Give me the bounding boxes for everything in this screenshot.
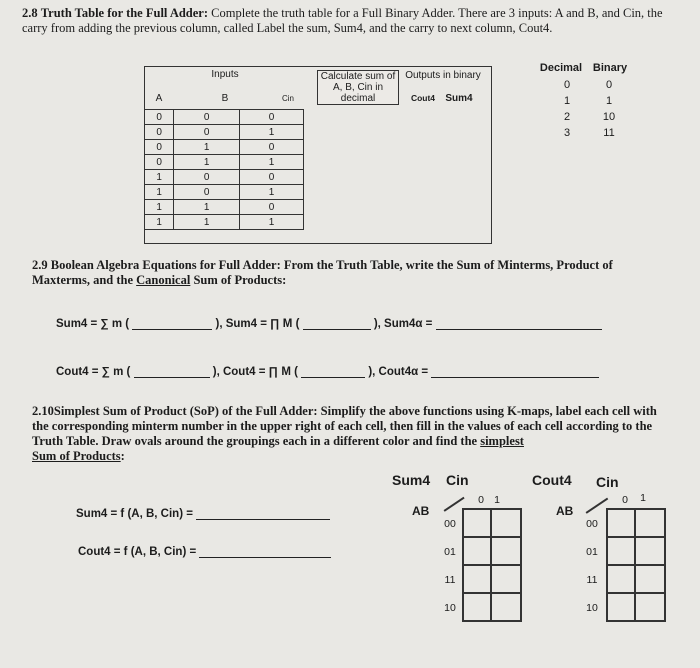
col-sum-header: Sum4 [445,93,473,104]
cout-alpha-blank[interactable] [431,377,599,378]
table-row [145,200,304,215]
outputs-header: Outputs in binary [405,70,481,81]
table-row [145,110,304,125]
kmap-cout-row-00: 00 [586,518,598,530]
decimal-binary-table [530,62,640,152]
table-row [145,155,304,170]
section-title: Simplest Sum of Product (SoP) of the Full Adder: [53,404,318,418]
decimal-header: Decimal [539,62,583,74]
cout-function-blank[interactable] [199,557,331,558]
binary-value: 0 [605,79,613,91]
section-title: Truth Table for the Full Adder: [40,6,209,20]
section-number: 2.10 [32,404,54,418]
table-cell: 1 [174,200,240,215]
table-cell: 1 [174,215,240,230]
sum-function-label: Sum4 = f (A, B, Cin) = [76,508,193,520]
kmap-cout-diagonal [586,498,608,514]
kmap-cout-col-1: 1 [640,492,646,504]
simplest-word: simplest [480,434,524,448]
kmap-sum-cin-label: Cin [446,472,469,488]
table-row [145,170,304,185]
kmap-sum-row-01: 01 [444,546,456,558]
table-cell: 0 [174,110,240,125]
sum-alpha-blank[interactable] [436,329,602,330]
kmap-sum-title: Sum4 [392,472,431,488]
table-row [145,125,304,140]
section-number: 2.9 [32,258,48,272]
sum-function-blank[interactable] [196,519,330,520]
sum-maxterm-blank[interactable] [303,329,371,330]
kmap-cout-ab-label: AB [556,504,574,518]
cout-alpha-label: ), Cout4α = [368,366,429,378]
table-cell: 1 [145,215,174,230]
kmap-sum-row-11: 11 [444,574,456,586]
sum-maxterm-label: ), Sum4 = ∏ M ( [215,318,300,330]
kmap-sum-col-1: 1 [494,494,500,506]
section-2-10-heading [32,404,666,464]
kmap-cout-grid[interactable] [606,508,666,622]
kmap-cout-cin-label: Cin [596,474,619,490]
kmap-cout-row-01: 01 [586,546,598,558]
kmap-sum-row-00: 00 [444,518,456,530]
kmap-cout-title: Cout4 [532,472,572,488]
table-cell: 0 [174,125,240,140]
cout-function-row [78,546,331,558]
col-cin-header: Cin [281,94,294,103]
section-text: Simplify the above functions using K-maps, label each cell with the corresponding minterm number in the upper right of each cell, then fill in the values of each cell according to the Truth Table. Draw ovals around the groupings each in a different color and find the [32,404,657,448]
cout-equations-row [56,366,599,378]
table-cell: 1 [240,215,304,230]
table-row [145,185,304,200]
calc-header: Calculate sum of A, B, Cin in decimal [317,70,399,105]
table-cell: 0 [145,155,174,170]
section-2-9-heading [32,258,672,288]
cout-maxterm-label: ), Cout4 = ∏ M ( [212,366,298,378]
section-2-8-heading [22,6,682,36]
table-cell: 0 [145,125,174,140]
kmap-sum-col-0: 0 [478,494,484,506]
table-cell: 0 [240,170,304,185]
kmap-sum-grid[interactable] [462,508,522,622]
section-text: Boolean Algebra Equations for Full Adder: From the Truth Table, write the Sum of Minterms, Product of Maxterms, and the [32,258,613,287]
sum-of-products-word: Sum of Products [32,449,121,463]
sum-minterm-label: Sum4 = ∑ m ( [56,318,130,330]
colon: : [120,449,125,463]
decimal-value: 0 [563,79,571,91]
section-text-end: Sum of Products: [190,273,287,287]
canonical-word: Canonical [136,273,191,287]
binary-header: Binary [592,62,628,74]
sum-minterm-blank[interactable] [132,329,212,330]
table-cell: 1 [174,155,240,170]
sum-function-row [76,508,330,520]
table-cell: 1 [240,125,304,140]
col-cout-header: Cout4 [410,93,436,103]
cout-minterm-blank[interactable] [134,377,210,378]
table-cell: 0 [240,200,304,215]
decimal-value: 3 [563,127,571,139]
cout-minterm-label: Cout4 = ∑ m ( [56,366,131,378]
kmap-sum-ab-label: AB [412,504,430,518]
kmap-cout-col-0: 0 [622,494,628,506]
table-cell: 1 [240,185,304,200]
kmap-sum-row-10: 10 [444,602,456,614]
table-cell: 1 [145,185,174,200]
decimal-value: 2 [563,111,571,123]
section-number: 2.8 [22,6,38,20]
table-cell: 0 [240,140,304,155]
binary-value: 10 [602,111,616,123]
binary-value: 11 [603,127,615,139]
col-b-header: B [221,93,229,104]
table-cell: 1 [145,200,174,215]
table-cell: 0 [240,110,304,125]
truth-table-frame [144,66,492,244]
kmap-cout-row-11: 11 [586,574,598,586]
table-cell: 0 [174,185,240,200]
table-row [145,215,304,230]
inputs-header: Inputs [211,69,239,80]
truth-table [144,109,304,230]
table-row [145,140,304,155]
cout-maxterm-blank[interactable] [301,377,365,378]
section-text: Complete the truth table for a Full Binary Adder. There are 3 inputs: A and B, and Cin, the carry from adding the previous column, called Label the sum, Sum4, and the carry to next column, Cout4. [22,6,663,35]
binary-value: 1 [605,95,613,107]
table-cell: 0 [145,110,174,125]
table-cell: 0 [145,140,174,155]
table-cell: 1 [145,170,174,185]
cout-function-label: Cout4 = f (A, B, Cin) = [78,546,197,558]
table-cell: 1 [174,140,240,155]
decimal-value: 1 [563,95,571,107]
table-cell: 1 [240,155,304,170]
table-cell: 0 [174,170,240,185]
sum-equations-row [56,318,602,330]
sum-alpha-label: ), Sum4α = [373,318,433,330]
kmap-cout-row-10: 10 [586,602,598,614]
col-a-header: A [155,93,163,104]
